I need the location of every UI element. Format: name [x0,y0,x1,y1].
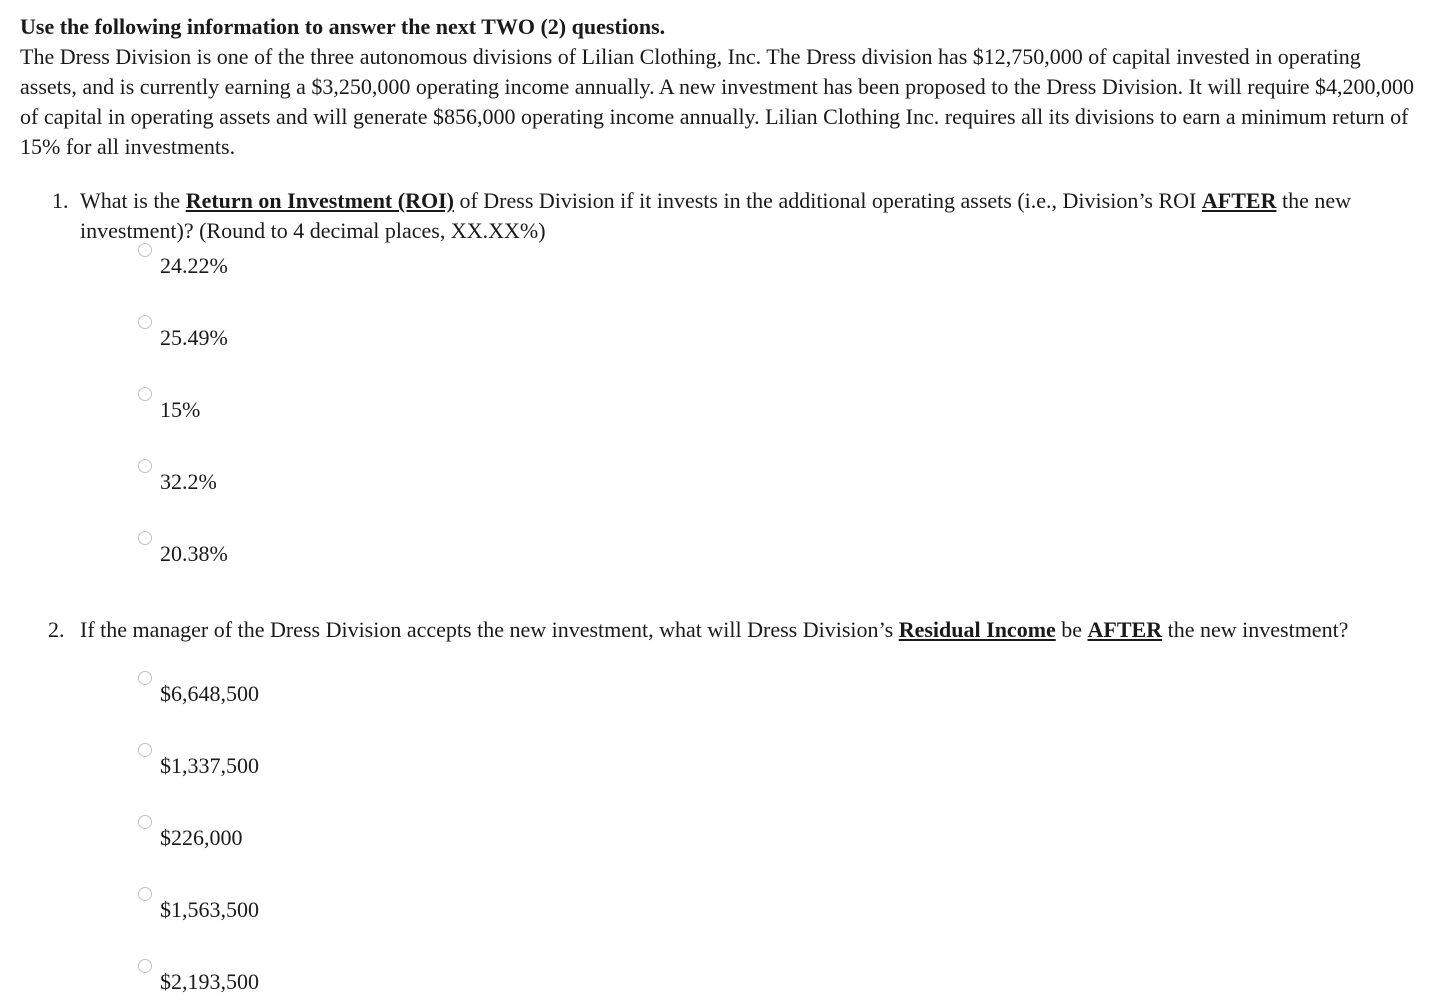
option-label: $226,000 [160,825,243,850]
emphasis-term: Return on Investment (ROI) [185,188,454,213]
radio-button[interactable] [138,315,152,329]
option-label: $1,337,500 [160,753,259,778]
question-text: What is the Return on Investment (ROI) of Dress Division if it invests in the additional operating assets (i.e., Division’s ROI AFTER the new investment)? (Round to 4 decimal places, XX.XX%) [80,188,1351,243]
option-label: 24.22% [160,253,228,278]
radio-button[interactable] [138,815,152,829]
emphasis-after: AFTER [1201,188,1277,213]
option-label: 15% [160,397,201,422]
emphasis-term: Residual Income [898,617,1056,642]
radio-button[interactable] [138,459,152,473]
question-number: 2. [48,617,65,642]
option-label: 25.49% [160,325,228,350]
scenario-paragraph: The Dress Division is one of the three autonomous divisions of Lilian Clothing, Inc. The Dress division has $12,750,000 of capital invested in operating assets, and is currently earning a $3,250,000 operating income annually. A new investment has been proposed to the Dress Division. It will require $4,200,000 of capital in operating assets and will generate $856,000 operating income annually. Lilian Clothing Inc. requires all its divisions to earn a minimum return of 15% for all investments. [20,44,1415,159]
radio-button[interactable] [138,887,152,901]
radio-button[interactable] [138,243,152,257]
option-label: 32.2% [160,469,217,494]
emphasis-after: AFTER [1087,617,1163,642]
question-text: If the manager of the Dress Division accepts the new investment, what will Dress Division’s Residual Income be AFTER the new investment? [80,617,1349,642]
radio-button[interactable] [138,387,152,401]
option-label: $2,193,500 [160,969,259,994]
option-label: $6,648,500 [160,681,259,706]
radio-button[interactable] [138,743,152,757]
radio-button[interactable] [138,531,152,545]
radio-button[interactable] [138,959,152,973]
question-number: 1. [52,188,69,213]
radio-button[interactable] [138,671,152,685]
info-header [20,12,1420,162]
option-label: 20.38% [160,541,228,566]
instructions-heading: Use the following information to answer the next TWO (2) questions. [20,14,666,39]
option-label: $1,563,500 [160,897,259,922]
